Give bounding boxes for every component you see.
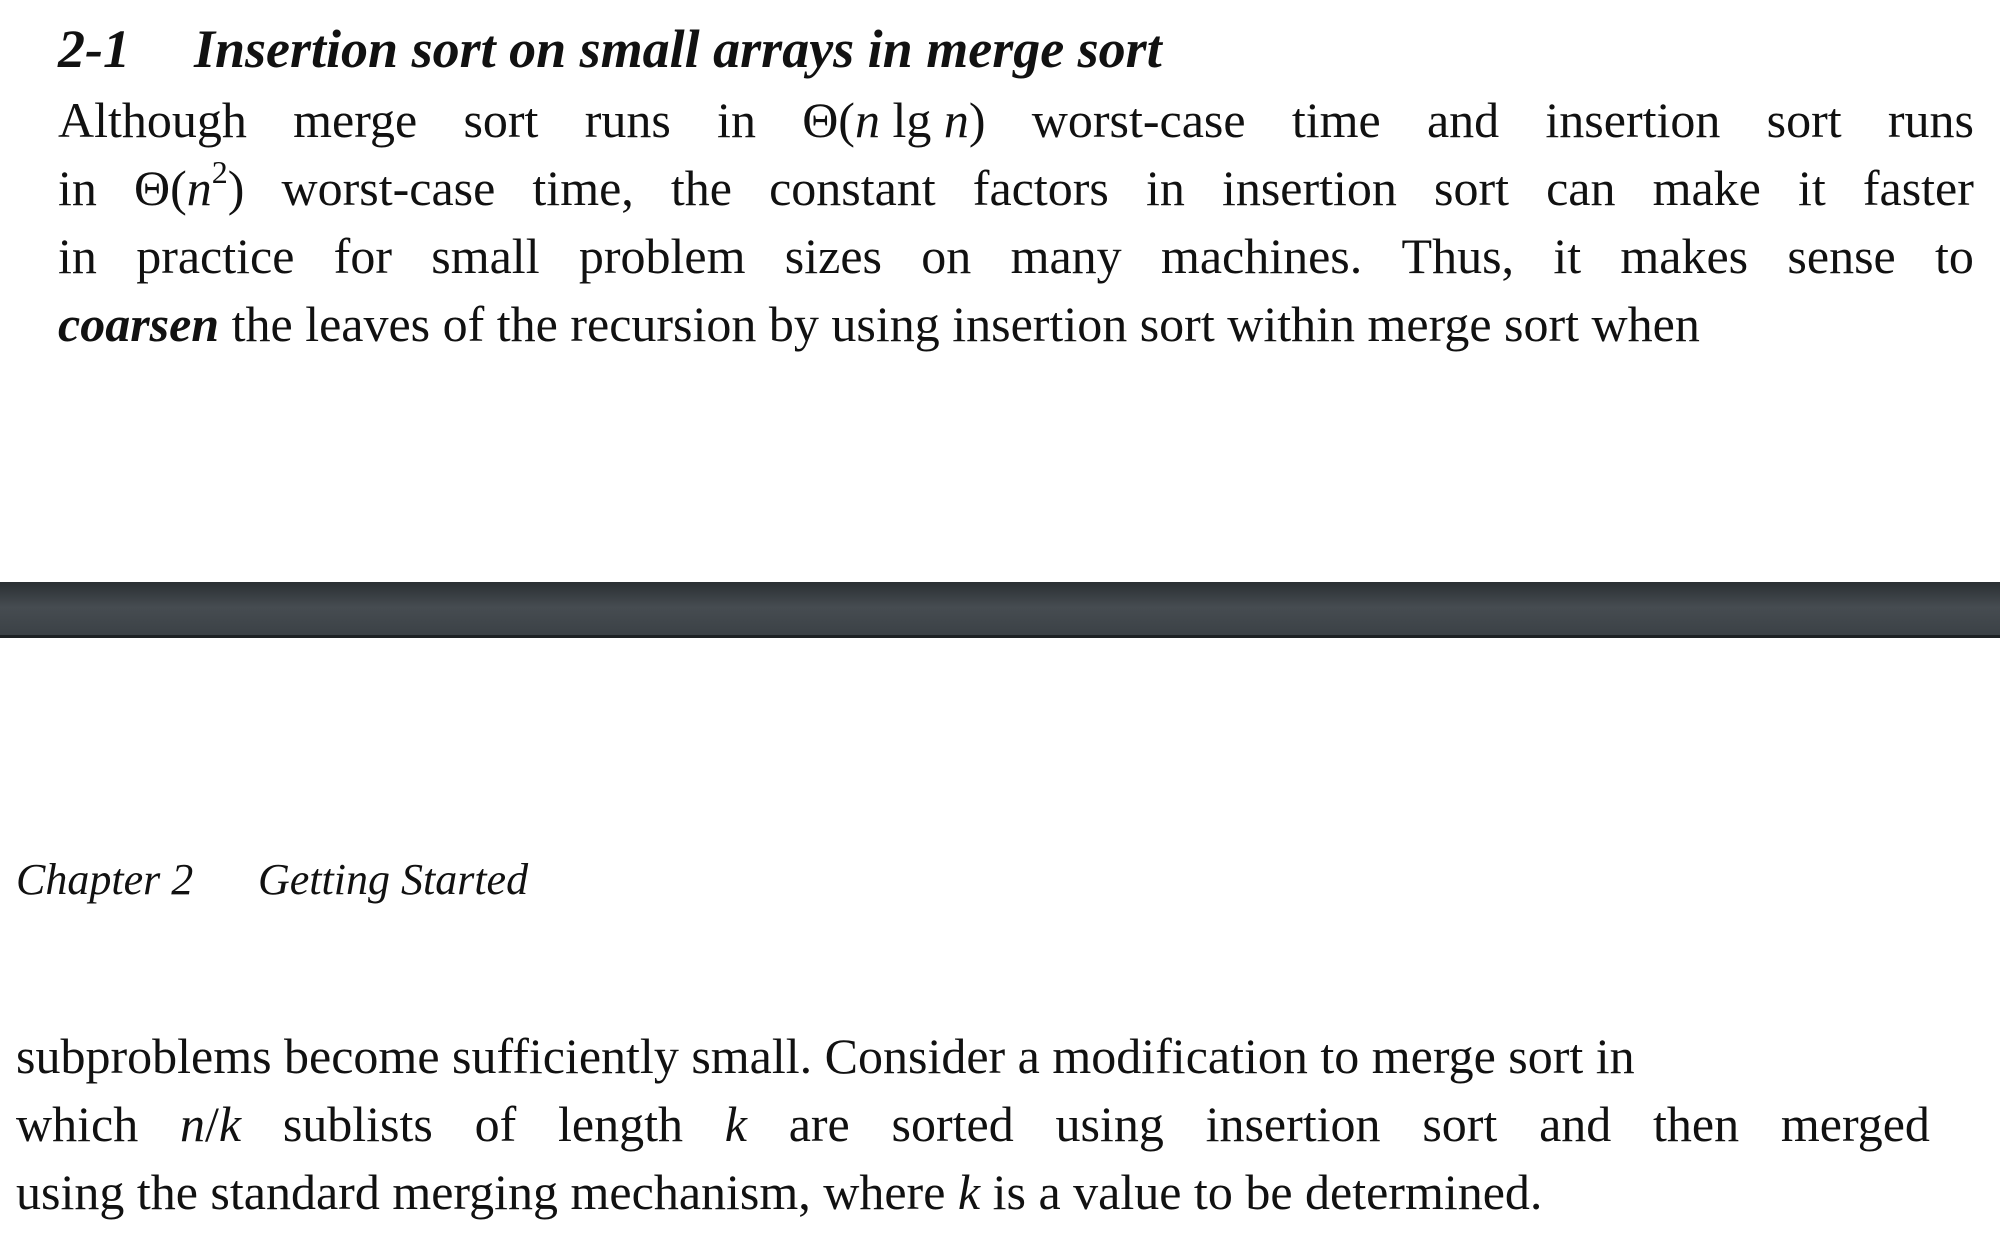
- word: of: [474, 1096, 517, 1152]
- paragraph-top-line-3: [58, 222, 1974, 290]
- word: which: [16, 1096, 139, 1152]
- word: faster: [1862, 160, 1974, 216]
- paragraph-top-line-2: [58, 154, 1974, 222]
- word: insertion: [1205, 1096, 1381, 1152]
- word: merge: [293, 92, 418, 148]
- word: on: [921, 228, 972, 284]
- paragraph-top-line-1: [58, 86, 1974, 154]
- paragraph-bottom-line-3: using the standard merging mechanism, where k is a value to be determined.: [16, 1164, 1543, 1220]
- chapter-title: Getting Started: [258, 855, 529, 904]
- word: in: [58, 228, 97, 284]
- problem-title: Insertion sort on small arrays in merge sort: [194, 19, 1162, 79]
- word: merged: [1780, 1096, 1930, 1152]
- word: k: [724, 1096, 747, 1152]
- word: worst-case: [1031, 92, 1246, 148]
- paragraph-top: [58, 86, 1974, 358]
- word: using: [1055, 1096, 1164, 1152]
- word: in: [717, 92, 756, 148]
- emphasized-term: coarsen: [58, 296, 220, 352]
- page-top-section: [0, 0, 2000, 580]
- word: sort: [463, 92, 539, 148]
- word: for: [333, 228, 392, 284]
- word: Thus,: [1401, 228, 1515, 284]
- word: time,: [532, 160, 634, 216]
- problem-heading: [58, 14, 1162, 84]
- paragraph-top-line-4-rest: the leaves of the recursion by using insertion sort within merge sort when: [219, 296, 1700, 352]
- word: runs: [1887, 92, 1974, 148]
- word: practice: [136, 228, 295, 284]
- word: n/k: [179, 1096, 242, 1152]
- page-divider-edge: [0, 635, 2000, 638]
- word: runs: [584, 92, 671, 148]
- word: sort: [1766, 92, 1842, 148]
- word: worst-case: [281, 160, 496, 216]
- word: constant: [769, 160, 936, 216]
- word: it: [1797, 160, 1826, 216]
- running-head: [16, 852, 528, 908]
- word: Θ(n lg n): [802, 92, 986, 148]
- word: factors: [972, 160, 1109, 216]
- word: $\Theta(n^2)$: [134, 154, 245, 216]
- word: many: [1010, 228, 1122, 284]
- word: to: [1935, 228, 1974, 284]
- word: length: [558, 1096, 684, 1152]
- word: sort: [1422, 1096, 1498, 1152]
- word: can: [1546, 160, 1616, 216]
- word: and: [1426, 92, 1500, 148]
- page-divider-bar: [0, 582, 2000, 638]
- word: sublists: [282, 1096, 433, 1152]
- paragraph-bottom-line-1: subproblems become sufficiently small. Consider a modification to merge sort in: [16, 1028, 1635, 1084]
- problem-number: 2-1: [58, 19, 130, 79]
- word: then: [1653, 1096, 1740, 1152]
- word: sort: [1434, 160, 1510, 216]
- word: problem: [578, 228, 746, 284]
- word: sorted: [891, 1096, 1014, 1152]
- paragraph-top-line-4: [58, 290, 1974, 358]
- word: and: [1539, 1096, 1612, 1152]
- word: are: [788, 1096, 850, 1152]
- paragraph-bottom: [16, 1022, 1930, 1226]
- chapter-number: Chapter 2: [16, 855, 194, 904]
- word: make: [1652, 160, 1761, 216]
- word: makes: [1620, 228, 1749, 284]
- word: in: [58, 160, 97, 216]
- word: sense: [1787, 228, 1896, 284]
- word: small: [431, 228, 540, 284]
- paragraph-bottom-line-2: [16, 1090, 1930, 1158]
- word: sizes: [784, 228, 882, 284]
- word: time: [1291, 92, 1381, 148]
- word: it: [1553, 228, 1582, 284]
- word: insertion: [1545, 92, 1721, 148]
- word: insertion: [1221, 160, 1397, 216]
- word: the: [670, 160, 732, 216]
- word: machines.: [1160, 228, 1363, 284]
- word: Although: [58, 92, 247, 148]
- word: in: [1145, 160, 1185, 216]
- math-variable: k: [957, 1164, 981, 1220]
